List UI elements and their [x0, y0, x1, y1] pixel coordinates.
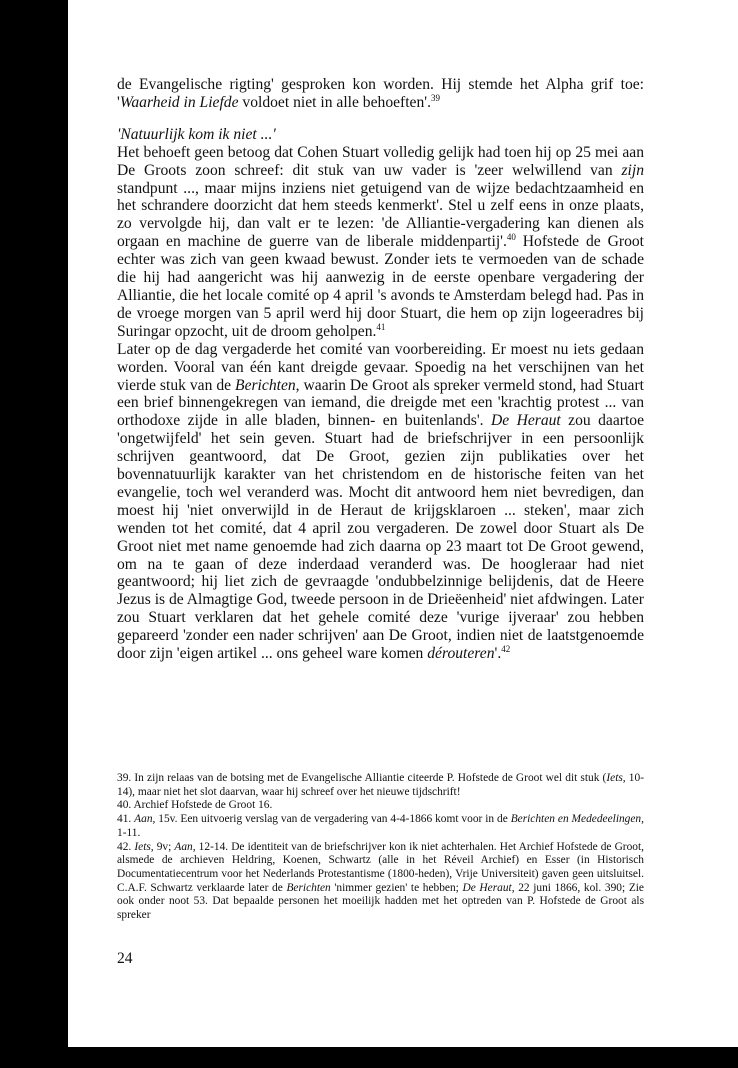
footnote [117, 772, 644, 799]
italic-text: Iets, [606, 772, 626, 784]
paragraph-gap [117, 112, 644, 126]
footnote-ref: 40 [506, 232, 516, 243]
text-run: 40. Archief Hofstede de Groot 16. [117, 799, 273, 812]
text-run: 'nimmer gezien' te hebben; [330, 881, 463, 894]
text-run: 1-11. [117, 826, 141, 839]
text-run: , waarin De Groot als spreker vermeld stond, had Stuart een brief binnengekregen van iemand, die dreigde met een 'krachtig protest ... van orthodoxe zijde in alle bladen, binnen- en buitenlands'. [117, 376, 644, 430]
text-run: Hofstede de Groot echter was zich van geen kwaad bewust. Zonder iets te vermoeden van de schade die hij had aangericht was hij aanwezig in de eerste openbare vergadering der Alliantie, die het locale comité op 4 april 's avonds te Amsterdam belegd had. Pas in de vroege morgen van 5 april werd hij door Stuart, die hem op zijn logeeradres bij Suringar opzocht, uit de droom geholpen. [117, 233, 644, 340]
scan-border-left [0, 0, 68, 1068]
footnote [117, 841, 644, 923]
text-run: Het behoeft geen betoog dat Cohen Stuart volledig gelijk had toen hij op 25 mei aan De Groots zoon schreef: dit stuk van uw vader is 'zeer welwillend van [117, 143, 644, 179]
text-run: zou daartoe 'ongetwijfeld' het sein geven. Stuart had de briefschrijver in een persoonlijk schrijven geantwoord, dat De Groot, gezien zijn publikaties over het bovennatuurlijk karakter van het christendom en de historische feiten van het evangelie, toch wel veranderd was. Mocht dit antwoord hem niet bevredigen, dan moest hij 'niet onverwijld in de Heraut de krijgsklaroen ... steken', maar zich wenden tot het comité, dat 4 april zou vergaderen. De zowel door Stuart als De Groot niet met name genoemde had zich daarna op 23 maart tot De Groot gewend, om na te gaan of deze inderdaad veranderd was. De hoogleraar had niet geantwoord; hij liet zich de gevraagde 'ondubbelzinnige belijdenis, dat de Heere Jezus is de Almagtige God, tweede persoon in de Drieëenheid' niet afdwingen. Later zou Stuart verklaren dat het gehele comité deze 'vurige ijveraar' zou hebben gepareerd 'zonder een nader schrijven' aan De Groot, indien niet de laatstgenoemde door zijn 'eigen artikel ... ons geheel ware komen [117, 412, 644, 663]
section-heading [117, 126, 644, 144]
page-number: 24 [117, 950, 133, 967]
text-run: 39. In zijn relaas van de botsing met de Evangelische Alliantie citeerde P. Hofstede de Groot wel dit stuk ( [117, 772, 607, 784]
text-run: 42. [117, 840, 135, 853]
body-text [117, 76, 644, 663]
paragraph [117, 341, 644, 663]
text-run: 10-14), maar niet het slot daarvan, waar hij schreef over het nieuwe tijdschrift! [117, 772, 644, 798]
italic-text: Aan, [134, 813, 156, 826]
text-run: 22 juni 1866, kol. 390; Zie ook onder noot 53. Dat bepaalde personen het moeilijk hadden met het optreden van P. Hofstede de Groot als spreker [117, 881, 644, 922]
footnote-ref: 41 [376, 321, 386, 332]
text-run: standpunt ..., maar mijns inziens niet getuigend van de wijze bedachtzaamheid en het schrandere doorzicht dat hem steeds kenmerkt'. Stel u zelf eens in onze plaats, zo vervolgde hij, dan valt er te lezen: 'de Alliantie-vergadering kan dienen als orgaan en machine de guerre van de liberale middenpartij'. [117, 179, 644, 251]
italic-text: Aan, [174, 840, 196, 853]
italic-text: De Heraut [490, 412, 561, 430]
italic-text: zijn [621, 161, 644, 179]
text-run: Later op de dag vergaderde het comité van voorbereiding. Er moest nu iets gedaan worden. Vooral van één kant dreigde gevaar. Spoedig na het verschijnen van het vierde stuk van de [117, 340, 644, 394]
footnote-ref: 39 [431, 92, 440, 103]
italic-text: Berichten en Mededeelingen, [510, 813, 644, 826]
footnotes [117, 772, 644, 923]
paragraph [117, 144, 644, 341]
footnote [117, 799, 644, 813]
text-run: 41. [117, 813, 135, 826]
scan-border-bottom [0, 1047, 738, 1068]
italic-text: Berichten [235, 376, 296, 394]
text-run: 9v; [153, 840, 175, 853]
text-run: '. [494, 645, 502, 663]
text-run: 'Natuurlijk kom ik niet ...' [117, 125, 276, 143]
text-run: 12-14. De identiteit van de briefschrijver kon ik niet achterhalen. Het Archief Hofstede de Groot, alsmede de archieven Heldring, Koenen, Schwartz (alle in het Réveil Archief) en Esser (in Historisch Documentatiecentrum voor het Nederlands Protestantisme (1800-heden), Vrije Universiteit) gaven geen uitsluitsel. C.A.F. Schwartz verklaarde later de [117, 840, 644, 894]
page-content [117, 76, 644, 663]
italic-text: Berichten [286, 881, 331, 894]
italic-text: dérouteren [427, 645, 495, 663]
italic-text: De Heraut, [462, 881, 515, 894]
text-run: voldoet niet in alle behoeften'. [238, 93, 431, 111]
paragraph [117, 76, 644, 112]
text-run: 15v. Een uitvoerig verslag van de vergadering van 4-4-1866 komt voor in de [155, 813, 511, 826]
text-run: de Evangelische rigting' gesproken kon worden. Hij stemde het Alpha grif toe: ' [117, 76, 644, 111]
footnote-ref: 42 [501, 644, 511, 655]
italic-text: Waarheid in Liefde [119, 93, 239, 111]
italic-text: Iets, [134, 840, 154, 853]
footnote [117, 813, 644, 840]
